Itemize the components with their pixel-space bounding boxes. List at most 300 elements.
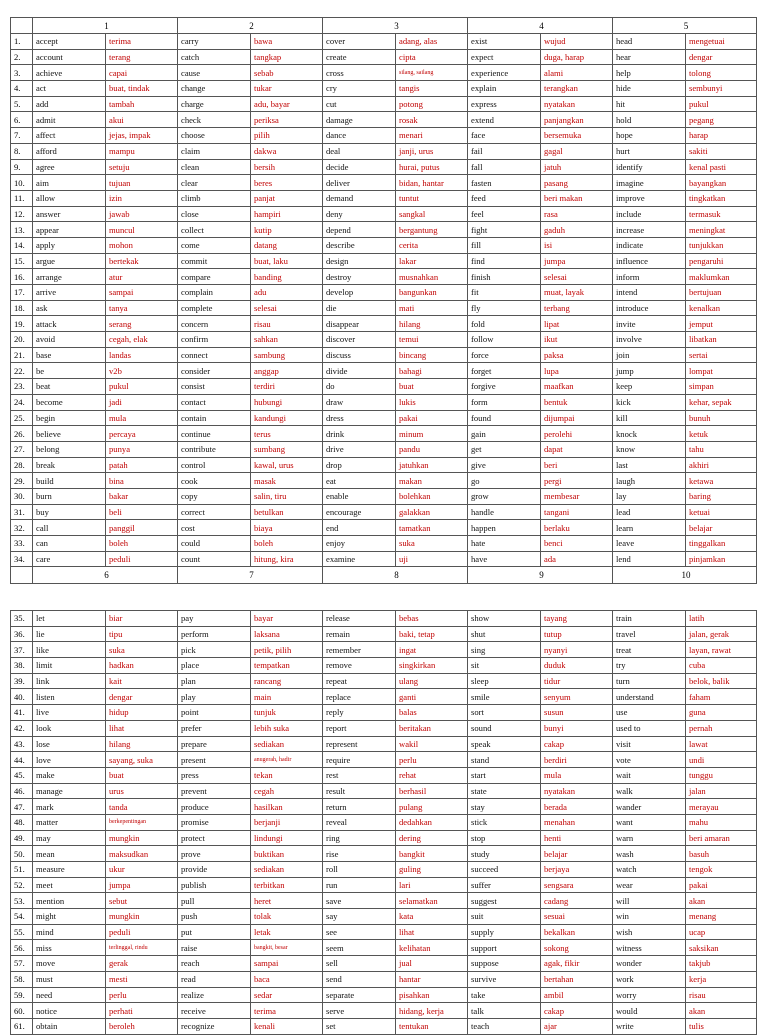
english-word: fasten — [468, 175, 541, 191]
malay-translation: ketawa — [686, 473, 757, 489]
english-word: cut — [323, 96, 396, 112]
malay-translation: ganti — [396, 689, 468, 705]
malay-translation: panggil — [106, 520, 178, 536]
malay-translation: isi — [541, 237, 613, 253]
english-word: belong — [33, 441, 106, 457]
malay-translation: ingat — [396, 642, 468, 658]
english-word: prepare — [178, 736, 251, 752]
table-row — [11, 611, 757, 627]
english-word: head — [613, 34, 686, 50]
malay-translation: serang — [106, 316, 178, 332]
row-number: 32. — [11, 520, 33, 536]
malay-translation: tengok — [686, 862, 757, 878]
english-word: see — [323, 924, 396, 940]
malay-translation: bergantung — [396, 222, 468, 238]
vocabulary-table-1 — [10, 17, 757, 584]
malay-translation: guling — [396, 862, 468, 878]
row-number: 7. — [11, 128, 33, 144]
row-number: 30. — [11, 488, 33, 504]
english-word: introduce — [613, 300, 686, 316]
english-word: experience — [468, 65, 541, 81]
english-word: wait — [613, 767, 686, 783]
malay-translation: basuh — [686, 846, 757, 862]
malay-translation: senyum — [541, 689, 613, 705]
malay-translation: terangkan — [541, 81, 613, 97]
english-word: start — [468, 767, 541, 783]
malay-translation: bebas — [396, 611, 468, 627]
malay-translation: anugerah, hadir — [251, 752, 323, 768]
english-word: discover — [323, 332, 396, 348]
malay-translation: sembunyi — [686, 81, 757, 97]
table-row — [11, 300, 757, 316]
english-word: achieve — [33, 65, 106, 81]
malay-translation: bakar — [106, 488, 178, 504]
malay-translation: pulang — [396, 799, 468, 815]
table-row — [11, 269, 757, 285]
malay-translation: ketuai — [686, 504, 757, 520]
malay-translation: ajar — [541, 1018, 613, 1034]
malay-translation: periksa — [251, 112, 323, 128]
malay-translation: sengsara — [541, 877, 613, 893]
malay-translation: paksa — [541, 347, 613, 363]
row-number: 23. — [11, 379, 33, 395]
malay-translation: pakai — [396, 410, 468, 426]
english-word: mean — [33, 846, 106, 862]
english-word: support — [468, 940, 541, 956]
malay-translation: kehar, sepak — [686, 394, 757, 410]
english-word: avoid — [33, 332, 106, 348]
english-word: cover — [323, 34, 396, 50]
malay-translation: balas — [396, 705, 468, 721]
footer-group-number: 6 — [33, 567, 178, 584]
english-word: suggest — [468, 893, 541, 909]
table-row — [11, 971, 757, 987]
english-word: drop — [323, 457, 396, 473]
malay-translation: patah — [106, 457, 178, 473]
table-row — [11, 956, 757, 972]
english-word: discuss — [323, 347, 396, 363]
table-row — [11, 65, 757, 81]
english-word: survive — [468, 971, 541, 987]
row-number: 55. — [11, 924, 33, 940]
malay-translation: benci — [541, 536, 613, 552]
english-word: pull — [178, 893, 251, 909]
malay-translation: sedar — [251, 987, 323, 1003]
english-word: will — [613, 893, 686, 909]
row-number: 19. — [11, 316, 33, 332]
english-word: miss — [33, 940, 106, 956]
malay-translation: tayang — [541, 611, 613, 627]
row-number: 4. — [11, 81, 33, 97]
english-word: reveal — [323, 814, 396, 830]
english-word: act — [33, 81, 106, 97]
malay-translation: makan — [396, 473, 468, 489]
table-row — [11, 410, 757, 426]
malay-translation: hasilkan — [251, 799, 323, 815]
english-word: deliver — [323, 175, 396, 191]
english-word: express — [468, 96, 541, 112]
malay-translation: belajar — [686, 520, 757, 536]
row-number: 34. — [11, 551, 33, 567]
english-word: set — [323, 1018, 396, 1034]
table-row — [11, 830, 757, 846]
row-number: 31. — [11, 504, 33, 520]
english-word: let — [33, 611, 106, 627]
malay-translation: tukar — [251, 81, 323, 97]
row-number: 37. — [11, 642, 33, 658]
malay-translation: tutup — [541, 626, 613, 642]
row-number: 3. — [11, 65, 33, 81]
malay-translation: atur — [106, 269, 178, 285]
english-word: beat — [33, 379, 106, 395]
table-row — [11, 441, 757, 457]
english-word: clear — [178, 175, 251, 191]
english-word: may — [33, 830, 106, 846]
malay-translation: lindungi — [251, 830, 323, 846]
english-word: present — [178, 752, 251, 768]
english-word: care — [33, 551, 106, 567]
malay-translation: minum — [396, 426, 468, 442]
malay-translation: sangkal — [396, 206, 468, 222]
malay-translation: setuju — [106, 159, 178, 175]
malay-translation: singkirkan — [396, 658, 468, 674]
malay-translation: dapat — [541, 441, 613, 457]
malay-translation: lihat — [106, 720, 178, 736]
english-word: meet — [33, 877, 106, 893]
malay-translation: merayau — [686, 799, 757, 815]
english-word: intend — [613, 285, 686, 301]
malay-translation: layan, rawat — [686, 642, 757, 658]
row-number: 51. — [11, 862, 33, 878]
english-word: consider — [178, 363, 251, 379]
english-word: argue — [33, 253, 106, 269]
english-word: make — [33, 767, 106, 783]
row-number: 46. — [11, 783, 33, 799]
english-word: remove — [323, 658, 396, 674]
english-word: forgive — [468, 379, 541, 395]
english-word: draw — [323, 394, 396, 410]
header-group-number: 2 — [178, 18, 323, 34]
english-word: warn — [613, 830, 686, 846]
english-word: wear — [613, 877, 686, 893]
english-word: link — [33, 673, 106, 689]
row-number: 59. — [11, 987, 33, 1003]
malay-translation: duduk — [541, 658, 613, 674]
english-word: aim — [33, 175, 106, 191]
malay-translation: laksana — [251, 626, 323, 642]
malay-translation: hilang — [106, 736, 178, 752]
english-word: hurt — [613, 143, 686, 159]
malay-translation: sampai — [251, 956, 323, 972]
malay-translation: lihat — [396, 924, 468, 940]
english-word: count — [178, 551, 251, 567]
english-word: need — [33, 987, 106, 1003]
malay-translation: dijumpai — [541, 410, 613, 426]
malay-translation: mahu — [686, 814, 757, 830]
malay-translation: pasang — [541, 175, 613, 191]
english-word: move — [33, 956, 106, 972]
row-number: 13. — [11, 222, 33, 238]
malay-translation: cuba — [686, 658, 757, 674]
malay-translation: pengaruhi — [686, 253, 757, 269]
malay-translation: pandu — [396, 441, 468, 457]
malay-translation: sebab — [251, 65, 323, 81]
malay-translation: menahan — [541, 814, 613, 830]
malay-translation: terima — [106, 34, 178, 50]
english-word: check — [178, 112, 251, 128]
english-word: could — [178, 536, 251, 552]
malay-translation: menang — [686, 909, 757, 925]
english-word: suit — [468, 909, 541, 925]
row-number: 53. — [11, 893, 33, 909]
malay-translation: jawab — [106, 206, 178, 222]
malay-translation: cakap — [541, 1003, 613, 1019]
row-number: 27. — [11, 441, 33, 457]
malay-translation: agak, fikir — [541, 956, 613, 972]
malay-translation: sambung — [251, 347, 323, 363]
malay-translation: main — [251, 689, 323, 705]
malay-translation: lari — [396, 877, 468, 893]
malay-translation: sertai — [686, 347, 757, 363]
malay-translation: heret — [251, 893, 323, 909]
malay-translation: bina — [106, 473, 178, 489]
malay-translation: berjaya — [541, 862, 613, 878]
row-number: 16. — [11, 269, 33, 285]
english-word: laugh — [613, 473, 686, 489]
malay-translation: bentuk — [541, 394, 613, 410]
english-word: talk — [468, 1003, 541, 1019]
english-word: prove — [178, 846, 251, 862]
english-word: form — [468, 394, 541, 410]
table-row — [11, 96, 757, 112]
corner-cell — [11, 567, 33, 584]
table-row — [11, 536, 757, 552]
malay-translation: urus — [106, 783, 178, 799]
english-word: destroy — [323, 269, 396, 285]
english-word: end — [323, 520, 396, 536]
english-word: fail — [468, 143, 541, 159]
malay-translation: bidan, hantar — [396, 175, 468, 191]
english-word: wonder — [613, 956, 686, 972]
row-number: 36. — [11, 626, 33, 642]
malay-translation: petik, pilih — [251, 642, 323, 658]
english-word: accept — [33, 34, 106, 50]
malay-translation: tamatkan — [396, 520, 468, 536]
english-word: eat — [323, 473, 396, 489]
malay-translation: tekan — [251, 767, 323, 783]
english-word: apply — [33, 237, 106, 253]
english-word: receive — [178, 1003, 251, 1019]
english-word: create — [323, 49, 396, 65]
english-word: concern — [178, 316, 251, 332]
malay-translation: harap — [686, 128, 757, 144]
malay-translation: pukul — [106, 379, 178, 395]
table-row — [11, 253, 757, 269]
row-number: 58. — [11, 971, 33, 987]
malay-translation: beritakan — [396, 720, 468, 736]
table-row — [11, 767, 757, 783]
malay-translation: bertujuan — [686, 285, 757, 301]
table-row — [11, 316, 757, 332]
english-word: serve — [323, 1003, 396, 1019]
english-word: find — [468, 253, 541, 269]
malay-translation: mula — [106, 410, 178, 426]
english-word: commit — [178, 253, 251, 269]
malay-translation: gerak — [106, 956, 178, 972]
english-word: mind — [33, 924, 106, 940]
malay-translation: buat — [106, 767, 178, 783]
english-word: cause — [178, 65, 251, 81]
table-row — [11, 1018, 757, 1034]
english-word: hit — [613, 96, 686, 112]
malay-translation: kerja — [686, 971, 757, 987]
malay-translation: tanya — [106, 300, 178, 316]
table-row — [11, 846, 757, 862]
english-word: sound — [468, 720, 541, 736]
malay-translation: beri makan — [541, 190, 613, 206]
english-word: call — [33, 520, 106, 536]
english-word: join — [613, 347, 686, 363]
malay-translation: kandungi — [251, 410, 323, 426]
english-word: used to — [613, 720, 686, 736]
english-word: feel — [468, 206, 541, 222]
malay-translation: jumpa — [541, 253, 613, 269]
malay-translation: kenalkan — [686, 300, 757, 316]
english-word: appear — [33, 222, 106, 238]
malay-translation: lupa — [541, 363, 613, 379]
english-word: supply — [468, 924, 541, 940]
malay-translation: tangani — [541, 504, 613, 520]
english-word: might — [33, 909, 106, 925]
malay-translation: maafkan — [541, 379, 613, 395]
malay-translation: berada — [541, 799, 613, 815]
english-word: cross — [323, 65, 396, 81]
english-word: exist — [468, 34, 541, 50]
english-word: answer — [33, 206, 106, 222]
english-word: choose — [178, 128, 251, 144]
malay-translation: banding — [251, 269, 323, 285]
row-number: 39. — [11, 673, 33, 689]
table-row — [11, 49, 757, 65]
english-word: hate — [468, 536, 541, 552]
malay-translation: landas — [106, 347, 178, 363]
table-row — [11, 1003, 757, 1019]
malay-translation: tingkatkan — [686, 190, 757, 206]
malay-translation: hantar — [396, 971, 468, 987]
malay-translation: mesti — [106, 971, 178, 987]
english-word: vote — [613, 752, 686, 768]
english-word: sit — [468, 658, 541, 674]
english-word: love — [33, 752, 106, 768]
malay-translation: susun — [541, 705, 613, 721]
malay-translation: tanda — [106, 799, 178, 815]
malay-translation: tambah — [106, 96, 178, 112]
english-word: read — [178, 971, 251, 987]
table-row — [11, 190, 757, 206]
malay-translation: ulang — [396, 673, 468, 689]
table-row — [11, 34, 757, 50]
malay-translation: beri amaran — [686, 830, 757, 846]
english-word: explain — [468, 81, 541, 97]
malay-translation: bayangkan — [686, 175, 757, 191]
malay-translation: pakai — [686, 877, 757, 893]
english-word: grow — [468, 488, 541, 504]
row-number: 56. — [11, 940, 33, 956]
english-word: sell — [323, 956, 396, 972]
malay-translation: hubungi — [251, 394, 323, 410]
english-word: rest — [323, 767, 396, 783]
english-word: protect — [178, 830, 251, 846]
malay-translation: capai — [106, 65, 178, 81]
table-row — [11, 222, 757, 238]
malay-translation: nyatakan — [541, 783, 613, 799]
malay-translation: termasuk — [686, 206, 757, 222]
malay-translation: simpan — [686, 379, 757, 395]
english-word: climb — [178, 190, 251, 206]
malay-translation: ukur — [106, 862, 178, 878]
malay-translation: kait — [106, 673, 178, 689]
malay-translation: biar — [106, 611, 178, 627]
malay-translation: kenal pasti — [686, 159, 757, 175]
malay-translation: cakap — [541, 736, 613, 752]
malay-translation: sediakan — [251, 736, 323, 752]
malay-translation: bersemuka — [541, 128, 613, 144]
row-number: 54. — [11, 909, 33, 925]
english-word: repeat — [323, 673, 396, 689]
table-row — [11, 128, 757, 144]
malay-translation: adu — [251, 285, 323, 301]
malay-translation: tidur — [541, 673, 613, 689]
english-word: hear — [613, 49, 686, 65]
malay-translation: tunjukkan — [686, 237, 757, 253]
english-word: write — [613, 1018, 686, 1034]
english-word: ask — [33, 300, 106, 316]
malay-translation: boleh — [251, 536, 323, 552]
english-word: sleep — [468, 673, 541, 689]
malay-translation: peduli — [106, 924, 178, 940]
english-word: attack — [33, 316, 106, 332]
row-number: 22. — [11, 363, 33, 379]
malay-translation: dering — [396, 830, 468, 846]
malay-translation: adang, alas — [396, 34, 468, 50]
english-word: sort — [468, 705, 541, 721]
english-word: last — [613, 457, 686, 473]
malay-translation: sokong — [541, 940, 613, 956]
row-number: 49. — [11, 830, 33, 846]
malay-translation: potong — [396, 96, 468, 112]
malay-translation: bangkit, besar — [251, 940, 323, 956]
english-word: contribute — [178, 441, 251, 457]
malay-translation: mungkin — [106, 909, 178, 925]
malay-translation: sakiti — [686, 143, 757, 159]
malay-translation: akui — [106, 112, 178, 128]
malay-translation: cerita — [396, 237, 468, 253]
table-row — [11, 175, 757, 191]
malay-translation: rancang — [251, 673, 323, 689]
english-word: do — [323, 379, 396, 395]
row-number: 9. — [11, 159, 33, 175]
malay-translation: suka — [396, 536, 468, 552]
malay-translation: temui — [396, 332, 468, 348]
malay-translation: datang — [251, 237, 323, 253]
english-word: face — [468, 128, 541, 144]
english-word: forget — [468, 363, 541, 379]
malay-translation: lipat — [541, 316, 613, 332]
row-number: 48. — [11, 814, 33, 830]
malay-translation: sahkan — [251, 332, 323, 348]
english-word: notice — [33, 1003, 106, 1019]
malay-translation: peduli — [106, 551, 178, 567]
